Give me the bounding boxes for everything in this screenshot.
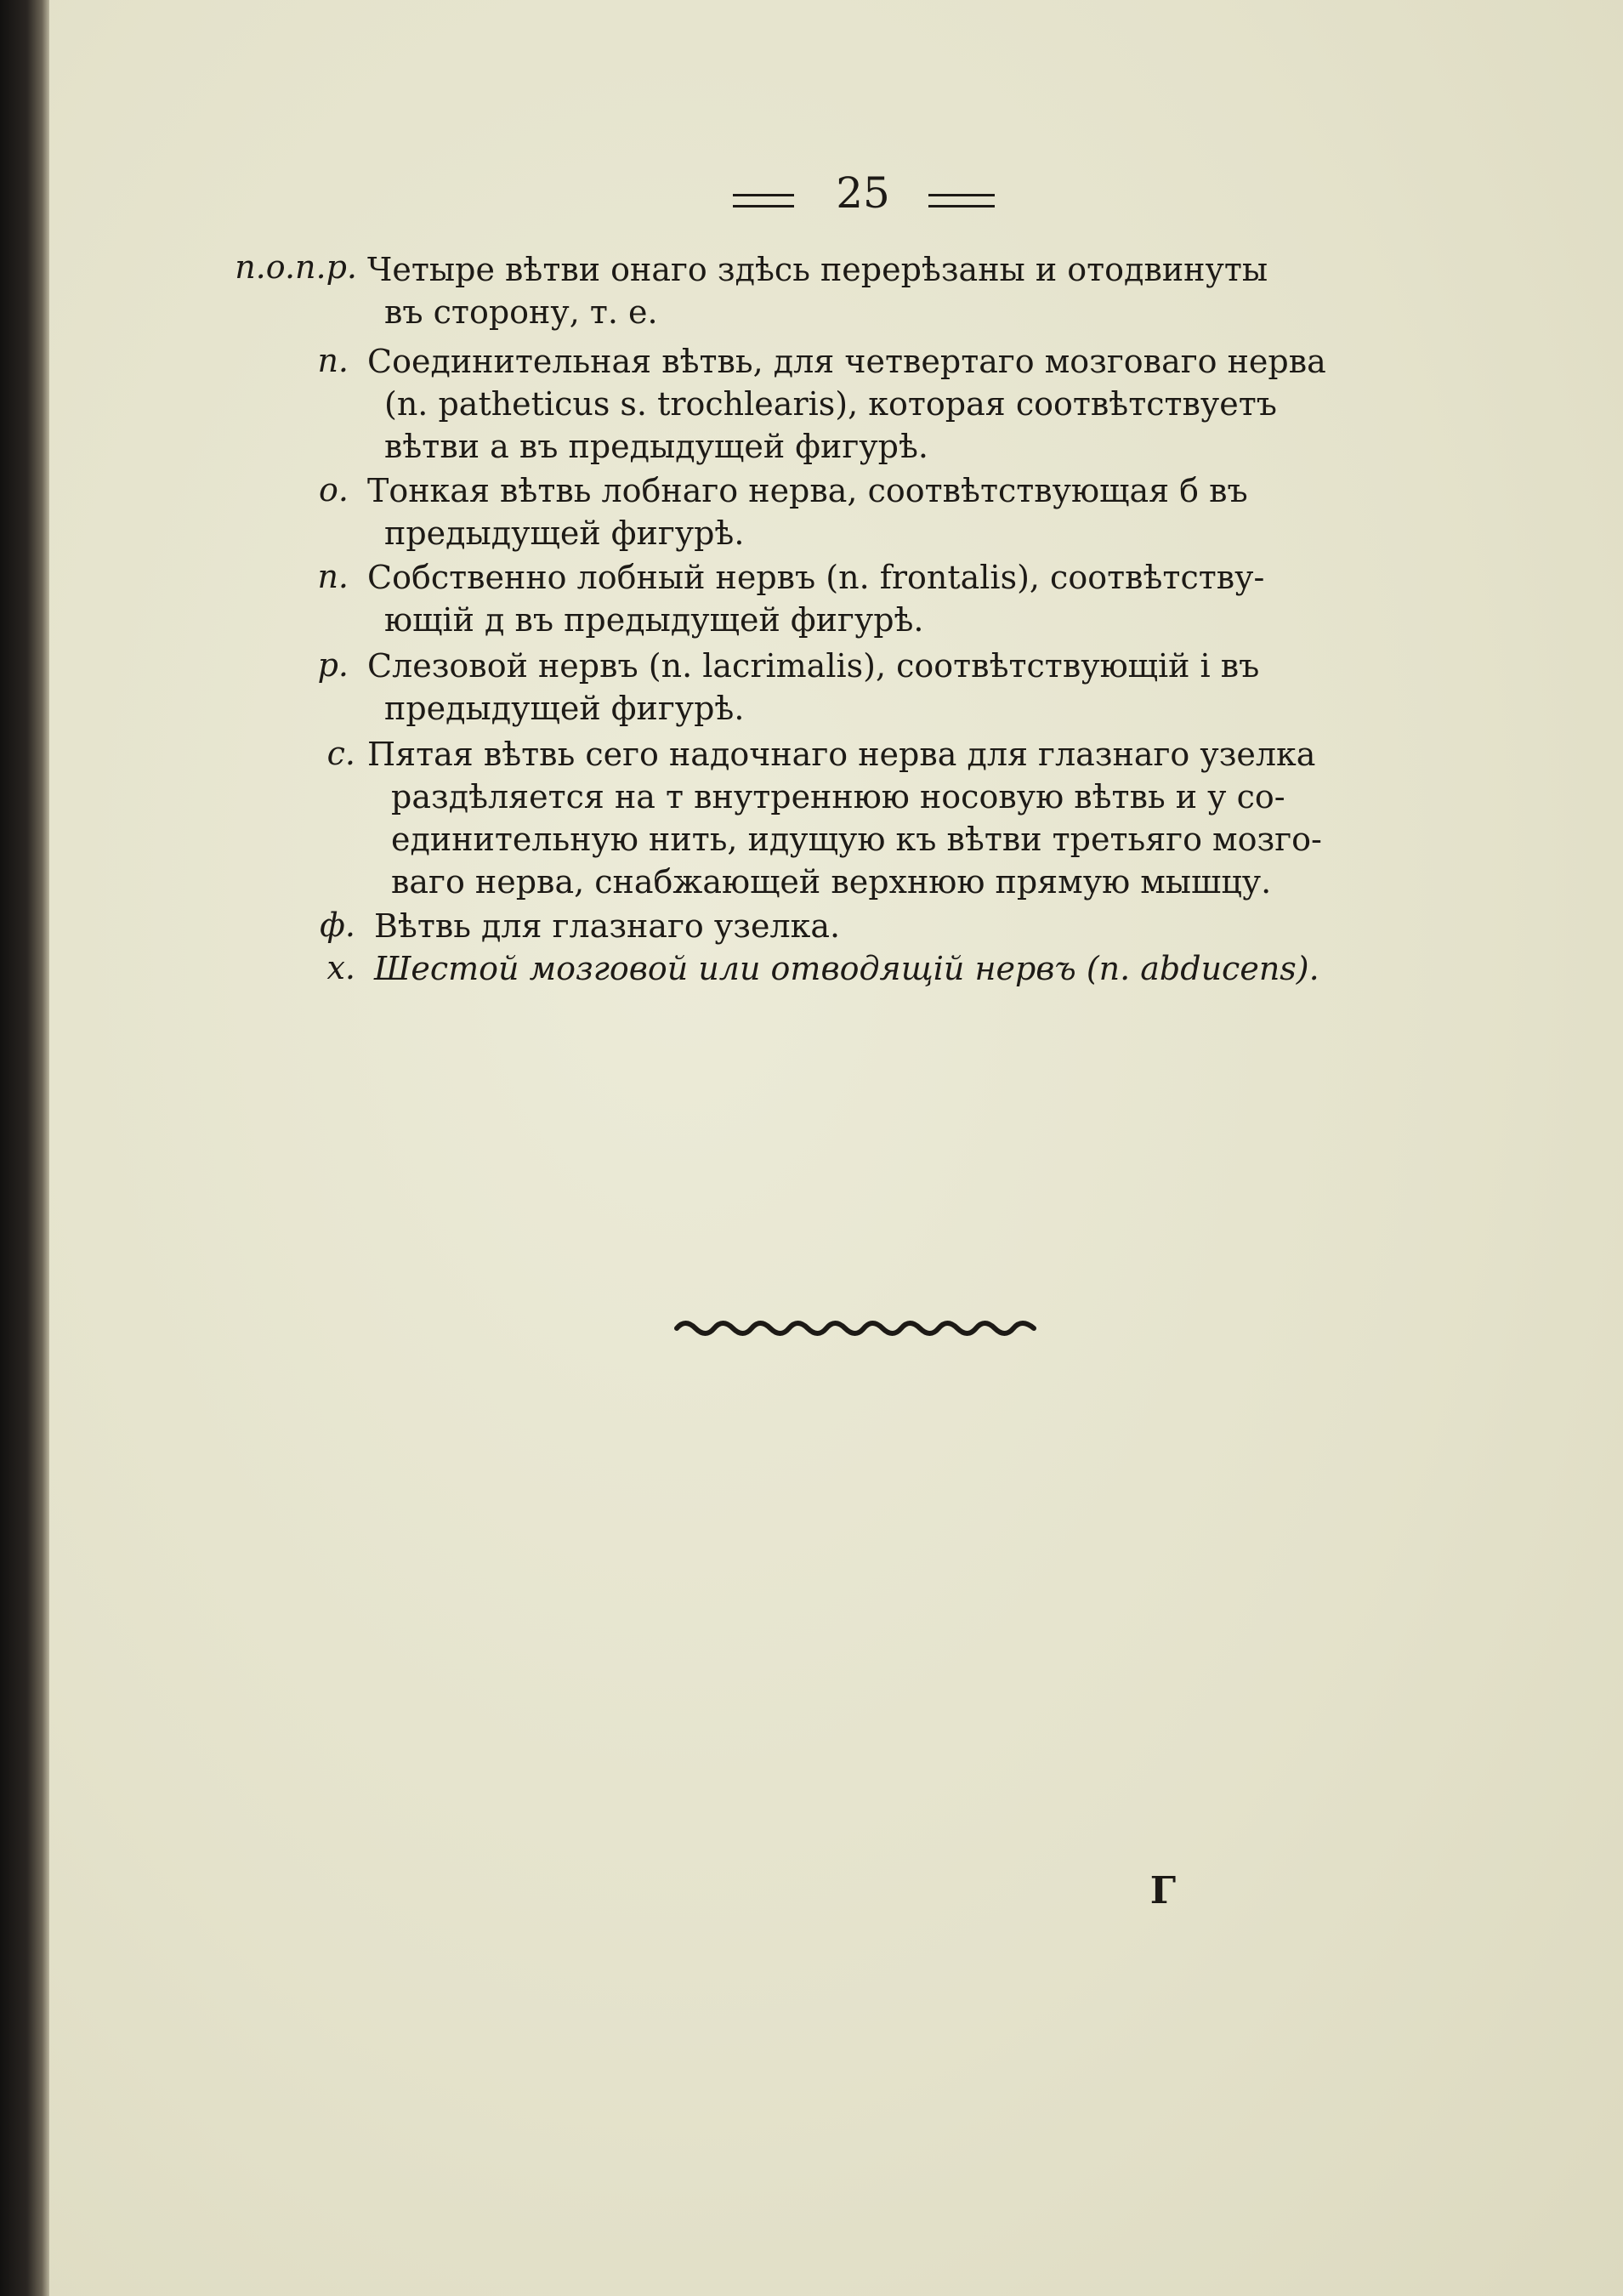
page-number: 25: [836, 168, 890, 218]
entry-letter: n.o.n.p.: [235, 248, 357, 286]
entry-line: предыдущей фигурѣ.: [384, 514, 745, 552]
entry-line: Шестой мозговой или отводящій нервъ (n. abducens).: [374, 950, 1319, 987]
header-rule-left: [733, 194, 794, 207]
entry-line: (n. patheticus s. trochlearis), которая соотвѣтствуетъ: [384, 385, 1277, 423]
entry-line: раздѣляется на т внутреннюю носовую вѣтвь и у со-: [391, 778, 1285, 816]
signature-mark: Г: [1149, 1869, 1177, 1912]
entry-line: предыдущей фигурѣ.: [384, 690, 745, 727]
entry-letter: о.: [319, 471, 349, 509]
entry-line: Пятая вѣтвь сего надочнаго нерва для глазнаго узелка: [367, 736, 1316, 773]
entry-line: Соединительная вѣтвь, для четвертаго мозговаго нерва: [367, 343, 1326, 380]
entry-letter: х.: [326, 949, 355, 986]
entry-letter: р.: [317, 646, 349, 684]
entry-line: Вѣтвь для глазнаго узелка.: [374, 907, 841, 945]
entry-letter: п.: [317, 558, 349, 595]
entry-line: вѣтви а въ предыдущей фигурѣ.: [384, 428, 928, 465]
entry-letter: n.: [317, 342, 349, 379]
decorative-divider: [673, 1316, 1039, 1340]
entry-line: Четыре вѣтви онаго здѣсь перерѣзаны и отодвинуты: [367, 251, 1268, 288]
book-spine-shadow: [0, 0, 49, 2296]
entry-line: Собственно лобный нервъ (n. frontalis), соотвѣтству-: [367, 559, 1265, 596]
entry-letter: с.: [326, 735, 355, 772]
entry-line: Тонкая вѣтвь лобнаго нерва, соотвѣтствующая б въ: [367, 472, 1248, 509]
entry-line: ющій д въ предыдущей фигурѣ.: [384, 601, 924, 639]
entry-line: Слезовой нервъ (n. lacrimalis), соотвѣтствующій i въ: [367, 647, 1260, 685]
entry-line: единительную нить, идущую къ вѣтви третьяго мозго-: [391, 821, 1322, 858]
entry-line: ваго нерва, снабжающей верхнюю прямую мышцу.: [391, 863, 1272, 901]
entry-line: въ сторону, т. е.: [384, 293, 658, 331]
header-rule-right: [928, 194, 995, 207]
entry-letter: ф.: [320, 906, 355, 944]
